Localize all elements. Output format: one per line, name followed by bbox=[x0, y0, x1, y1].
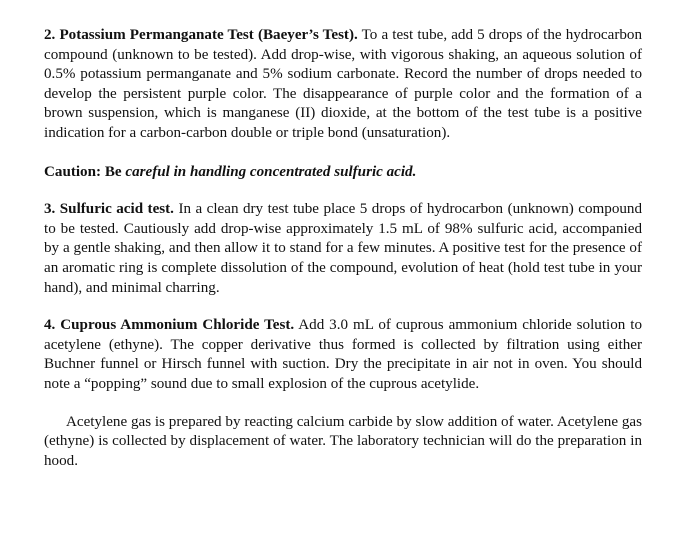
section-baeyer-test bbox=[44, 26, 642, 144]
section-body: In a clean dry test tube place 5 drops of hydrocarbon (unknown) compound to be tested. Cautiously add drop-wise approximately 1.5 mL of 98% sulfuric acid, accompanied by a gentle shaking, and then allow it to stand for a few minutes. A positive test for the presence of an aromatic ring is complete dissolution of the compound, evolution of heat (hold test tube in your hand), and minimal charring. bbox=[44, 201, 643, 296]
section-heading: 2. Potassium Permanganate Test (Baeyer’s Test). bbox=[44, 27, 358, 43]
section-body: To a test tube, add 5 drops of the hydrocarbon compound (unknown to be tested). Add drop-wise, with vigorous shaking, an aqueous solution of 0.5% potassium permanganate and 5% sodium carbonate. Record the number of drops needed to develop the persistent purple color. The disappearance of purple color and the formation of a brown suspension, which is manganese (II) dioxide, at the bottom of the test tube is a positive indication for a carbon-carbon double or triple bond (unsaturation). bbox=[44, 27, 642, 141]
section-sulfuric-acid-test bbox=[44, 200, 642, 298]
closing-paragraph: Acetylene gas is prepared by reacting calcium carbide by slow addition of water. Acetylene gas (ethyne) is collected by displacement of water. The laboratory technician will do the preparation in hood. bbox=[44, 413, 642, 469]
section-cuprous-ammonium-chloride-test bbox=[44, 316, 642, 394]
document-page bbox=[44, 26, 642, 471]
caution-note bbox=[44, 163, 642, 183]
section-heading: 3. Sulfuric acid test. bbox=[44, 201, 174, 218]
section-heading: 4. Cuprous Ammonium Chloride Test. bbox=[44, 317, 295, 334]
section-body: Add 3.0 mL of cuprous ammonium chloride solution to acetylene (ethyne). The copper derivative thus formed is collected by filtration using either Buchner funnel or Hirsch funnel with suction. Dry the precipitate in air not in oven. You should note a “popping” sound due to small explosion of the cuprous acetylide. bbox=[44, 317, 642, 392]
caution-lead: Be bbox=[104, 163, 122, 180]
caution-label: Caution: bbox=[44, 163, 102, 180]
caution-text: careful in handling concentrated sulfuric acid. bbox=[125, 163, 417, 180]
